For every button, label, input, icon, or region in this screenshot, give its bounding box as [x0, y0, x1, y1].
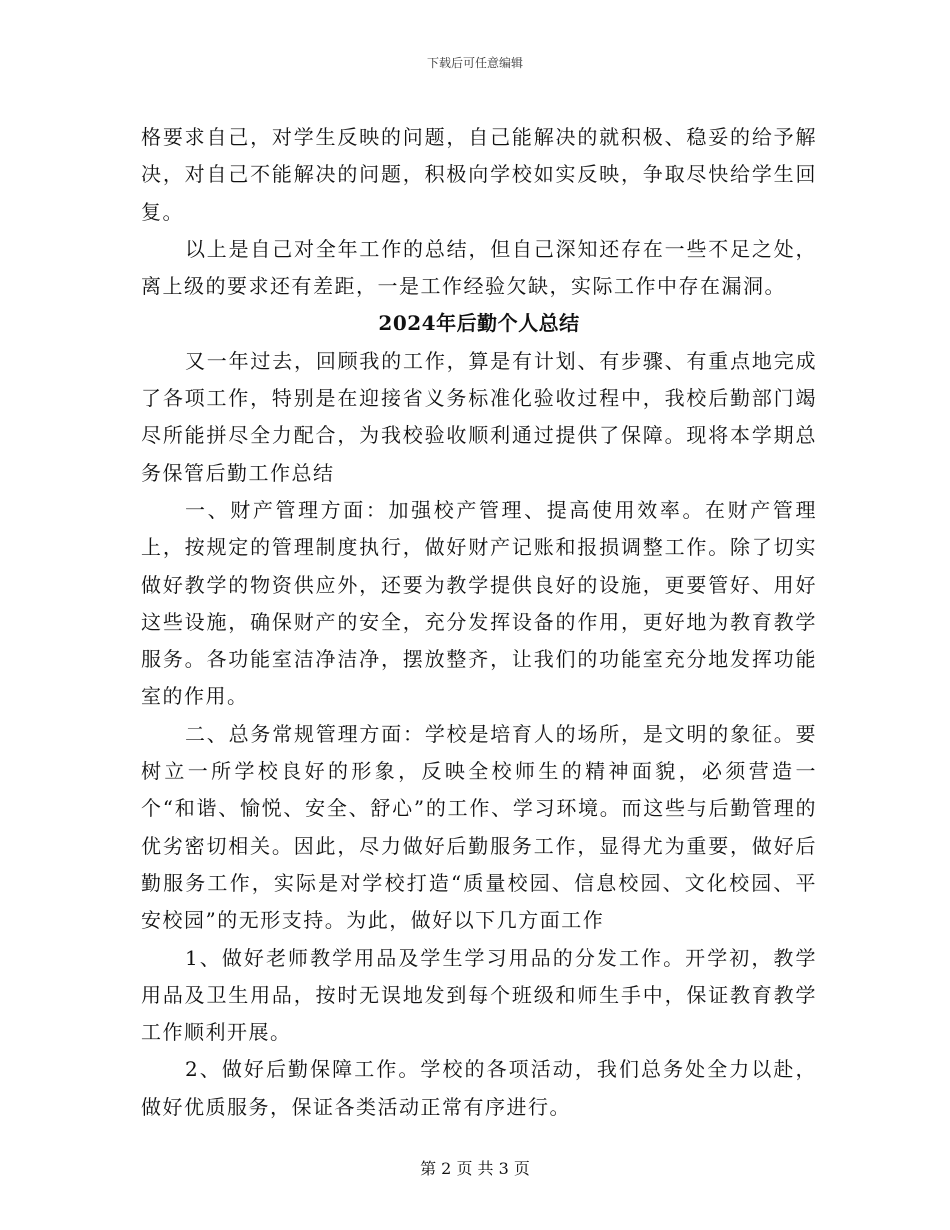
- paragraph-item-2: 2、做好后勤保障工作。学校的各项活动，我们总务处全力以赴，做好优质服务，保证各类活动正常有序进行。: [141, 1057, 817, 1119]
- paragraph-property-management: 一、财产管理方面：加强校产管理、提高使用效率。在财产管理上，按规定的管理制度执行，做好财产记账和报损调整工作。除了切实做好教学的物资供应外，还要为教学提供良好的设施，更要管好、用好这些设施，确保财产的安全，充分发挥设备的作用，更好地为教育教学服务。各功能室洁净洁净，摆放整齐，让我们的功能室充分地发挥功能室的作用。: [141, 497, 817, 709]
- paragraph-summary-closing: 以上是自己对全年工作的总结，但自己深知还存在一些不足之处，离上级的要求还有差距，一是工作经验欠缺，实际工作中存在漏洞。: [141, 236, 817, 299]
- paragraph-item-1: 1、做好老师教学用品及学生学习用品的分发工作。开学初，教学用品及卫生用品，按时无误地发到每个班级和师生手中，保证教育教学工作顺利开展。: [141, 945, 817, 1045]
- paragraph-general-affairs: 二、总务常规管理方面：学校是培育人的场所，是文明的象征。要树立一所学校良好的形象，反映全校师生的精神面貌，必须营造一个“和谐、愉悦、安全、舒心”的工作、学习环境。而这些与后勤管理的优劣密切相关。因此，尽力做好后勤服务工作，显得尤为重要，做好后勤服务工作，实际是对学校打造“质量校园、信息校园、文化校园、平安校园”的无形支持。为此，做好以下几方面工作: [141, 721, 817, 933]
- document-body: [141, 119, 817, 1126]
- paragraph-intro: 又一年过去，回顾我的工作，算是有计划、有步骤、有重点地完成了各项工作，特别是在迎接省义务标准化验收过程中，我校后勤部门竭尽所能拼尽全力配合，为我校验收顺利通过提供了保障。现将本学期总务保管后勤工作总结: [141, 348, 817, 485]
- paragraph-continuation: 格要求自己，对学生反映的问题，自己能解决的就积极、稳妥的给予解决，对自己不能解决的问题，积极向学校如实反映，争取尽快给学生回复。: [141, 125, 817, 224]
- page-header: 下载后可任意编辑: [426, 56, 523, 70]
- page-number: 第 2 页 共 3 页: [420, 1159, 530, 1178]
- section-title: 2024年后勤个人总结: [378, 311, 580, 336]
